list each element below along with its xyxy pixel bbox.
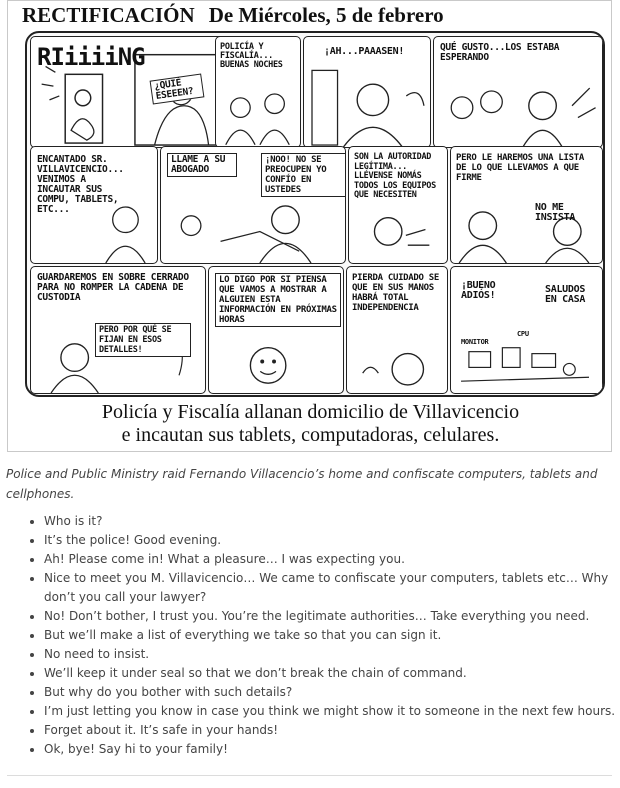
list-item: • Ok, bye! Say hi to your family!	[44, 740, 620, 759]
panel-independence	[346, 266, 448, 394]
panel-pleasure	[433, 36, 603, 148]
cartoon-header	[22, 3, 444, 28]
call-lawyer-bubble: LLAME A SU ABOGADO	[167, 153, 237, 177]
panel-confiscate	[30, 146, 158, 264]
headline-line2: e incautan sus tablets, computadoras, celulares.	[121, 424, 500, 446]
panel-list	[450, 146, 603, 264]
ring-sound: RIiiiiNG	[37, 43, 145, 71]
monitor-tag: MONITOR	[461, 338, 489, 346]
no-insist-bubble: NO ME INSISTA	[535, 202, 576, 223]
panel-lawyer	[160, 146, 346, 264]
figure-caption: Police and Public Ministry raid Fernando Villacencio’s home and confiscate computers, tablets and cellphones.	[6, 467, 598, 501]
list-item: • It’s the police! Good evening.	[44, 531, 620, 550]
list-item: • Forget about it. It’s safe in your hands!	[44, 721, 620, 740]
greetings-bubble: SALUDOS EN CASA	[545, 284, 586, 305]
panel-police-arrive	[215, 36, 301, 148]
panel-authorities	[348, 146, 448, 264]
panel-come-in	[303, 36, 431, 148]
authorities-bubble: SON LA AUTORIDAD LEGÍTIMA... LLÉVENSE NOMÁS TODOS LOS EQUIPOS QUE NECESITEN	[354, 152, 436, 200]
panel-custody	[30, 266, 206, 394]
headline-line1: Policía y Fiscalía allanan domicilio de Villavicencio	[101, 401, 520, 423]
panel-goodbye	[450, 266, 603, 394]
panel-next-hours	[208, 266, 344, 394]
panel-doorbell	[30, 36, 233, 148]
list-item: • Who is it?	[44, 512, 620, 531]
list-item: • Ah! Please come in! What a pleasure… I was expecting you.	[44, 550, 620, 569]
come-in-bubble: ¡AH...PAAASEN!	[324, 46, 405, 57]
custody-bubble: GUARDAREMOS EN SOBRE CERRADO PARA NO ROMPER LA CADENA DE CUSTODIA	[37, 272, 189, 303]
cartoon-title: RECTIFICACIÓN	[22, 3, 195, 27]
confiscate-bubble: ENCANTADO SR. VILLAVICENCIO... VENIMOS A INCAUTAR SUS COMPU, TABLETS, ETC...	[37, 154, 124, 215]
independence-bubble: PIERDA CUIDADO SE QUE EN SUS MANOS HABRÁ TOTAL INDEPENDENCIA	[352, 273, 440, 313]
who-is-it-bubble: ¿QUIÉ ESEEEN?	[150, 73, 205, 104]
list-item: • But why do you bother with such details?	[44, 683, 620, 702]
divider	[7, 775, 612, 776]
comic-strip	[25, 31, 605, 397]
list-item: • Nice to meet you M. Villavicencio… We came to confiscate your computers, tablets etc… Why don’t you call your lawyer?	[44, 569, 620, 607]
goodbye-bubble: ¡BUENO ADIÓS!	[461, 280, 496, 301]
cpu-tag: CPU	[517, 330, 529, 338]
sign-list-bubble: PERO LE HAREMOS UNA LISTA DE LO QUE LLEVAMOS A QUE FIRME	[456, 153, 584, 183]
cartoon-date: De Miércoles, 5 de febrero	[208, 3, 444, 27]
list-item: • We’ll keep it under seal so that we don’t break the chain of command.	[44, 664, 620, 683]
list-item: • I’m just letting you know in case you think we might show it to someone in the next few hours.	[44, 702, 620, 721]
next-hours-bubble: LO DIGO POR SI PIENSA QUE VAMOS A MOSTRAR A ALGUIEN ESTA INFORMACIÓN EN PRÓXIMAS HORAS	[215, 273, 341, 327]
list-item: • But we’ll make a list of everything we take so that you can sign it.	[44, 626, 620, 645]
details-bubble: PERO POR QUÉ SE FIJAN EN ESOS DETALLES!	[95, 323, 191, 357]
list-item: • No need to insist.	[44, 645, 620, 664]
list-item: • No! Don’t bother, I trust you. You’re the legitimate authorities… Take everything you need.	[44, 607, 620, 626]
police-greeting: POLICÍA Y FISCALÍA... BUENAS NOCHES	[220, 42, 283, 70]
i-trust-you-bubble: ¡NOO! NO SE PREOCUPEN YO CONFÍO EN USTEDES	[261, 153, 346, 197]
cartoon-figure	[7, 0, 612, 452]
dialogue-list	[12, 512, 620, 759]
pleasure-bubble: QUÉ GUSTO...LOS ESTABA ESPERANDO	[440, 42, 560, 63]
